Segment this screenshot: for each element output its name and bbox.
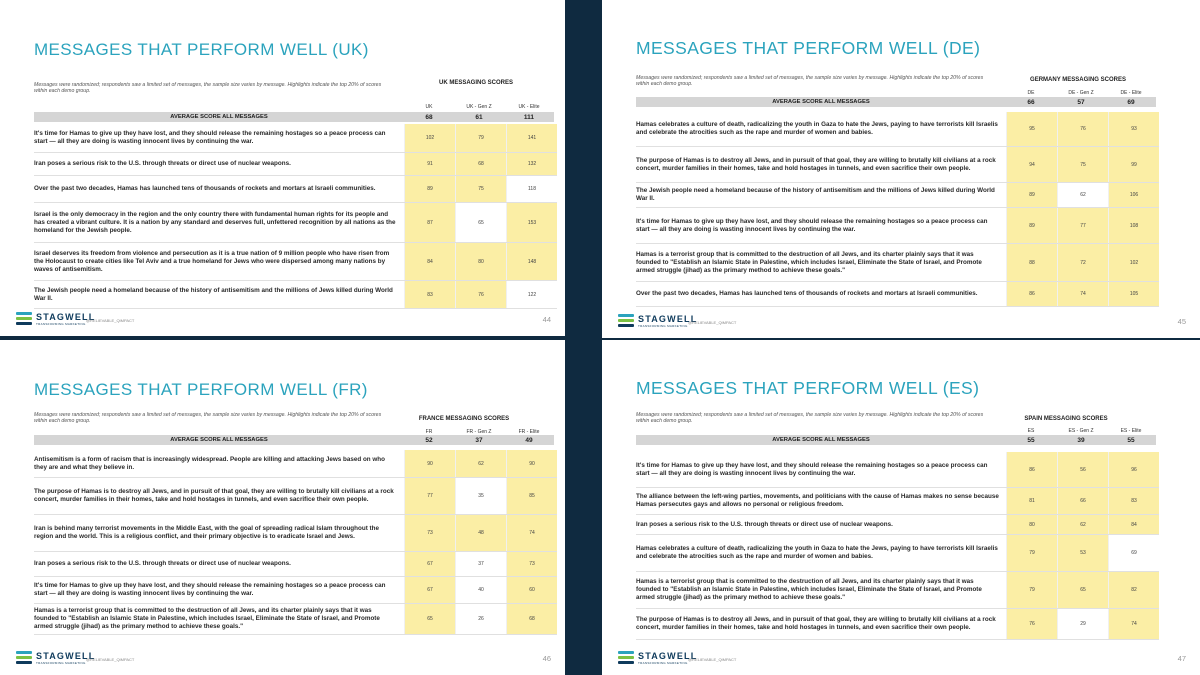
message-table xyxy=(34,450,557,635)
score-cell: 86 xyxy=(1006,452,1057,487)
logo-name: STAGWELL xyxy=(638,651,698,661)
table-row xyxy=(34,478,557,515)
message-text: It's time for Hamas to give up they have lost, and they should release the remaining hostages so a peace process can start — all they are doing is wasting innocent lives by continuing the war. xyxy=(636,217,988,233)
average-value: 57 xyxy=(1077,98,1085,106)
score-cell: 74 xyxy=(506,515,557,551)
average-value: 49 xyxy=(525,436,533,444)
score-cell: 74 xyxy=(1057,282,1108,306)
average-value: 61 xyxy=(475,113,483,121)
average-value: 68 xyxy=(425,113,433,121)
score-cell: 106 xyxy=(1108,183,1159,207)
score-cell: 74 xyxy=(1108,609,1159,639)
score-cell: 102 xyxy=(404,124,455,152)
page-number: 45 xyxy=(1177,317,1186,326)
average-value: 37 xyxy=(475,436,483,444)
average-score-row xyxy=(636,435,1156,445)
score-cell: 60 xyxy=(506,577,557,603)
score-cell: 81 xyxy=(1006,488,1057,514)
table-title: UK MESSAGING SCORES xyxy=(438,80,513,86)
score-cell: 132 xyxy=(506,153,557,175)
score-cell: 68 xyxy=(506,604,557,634)
methodology-note: Messages were randomized; respondents saw a limited set of messages, the sample size varies by message. Highlights indicate the top 20% of scores within each demo group. xyxy=(636,75,984,88)
score-cell: 79 xyxy=(1006,535,1057,571)
table-row xyxy=(34,124,557,153)
message-text: It's time for Hamas to give up they have lost, and they should release the remaining hostages so a peace process can start — all they are doing is wasting innocent lives by continuing the war. xyxy=(34,130,386,145)
table-row xyxy=(636,282,1159,307)
table-row xyxy=(34,604,557,635)
table-title: FRANCE MESSAGING SCORES xyxy=(418,416,510,422)
message-text: Hamas celebrates a culture of death, radicalizing the youth in Gaza to hate the Jews, paying to have terrorists kill Israelis and celebrate the atrocities such as the rape and murder of women and babies. xyxy=(636,545,998,560)
average-value: 55 xyxy=(1027,436,1035,444)
table-row xyxy=(34,243,557,281)
slide-uk xyxy=(0,0,565,336)
table-row xyxy=(34,176,557,203)
score-cell: 89 xyxy=(1006,183,1057,207)
score-cell: 153 xyxy=(506,203,557,242)
score-cell: 77 xyxy=(404,478,455,514)
score-cell: 29 xyxy=(1057,609,1108,639)
table-row xyxy=(636,515,1159,535)
stagwell-logo-icon xyxy=(618,314,634,328)
table-title: SPAIN MESSAGING SCORES xyxy=(1024,416,1108,422)
message-text: Israel deserves its freedom from violence and persecution as it is a true nation of 9 million people who have risen from the Holocaust to create cities like Tel Aviv and a true homeland for Jews who were dispersed among many nations by waves of antisemitism. xyxy=(34,249,390,273)
column-header: DE - Elite xyxy=(1120,90,1142,96)
message-text: The purpose of Hamas is to destroy all Jews, and in pursuit of that goal, they are willing to brutally kill civilians at a rock concert, murder families in their homes, take and hold hostages in tunnels, and even sacrifice their own people. xyxy=(636,156,996,172)
message-text: The alliance between the left-wing parties, movements, and politicians with the cause of Hamas makes no sense because Hamas persecutes gays and allows no personal or religious freedom. xyxy=(636,493,999,508)
column-header: DE - Gen Z xyxy=(1068,90,1094,96)
table-row xyxy=(34,552,557,577)
score-cell: 76 xyxy=(1006,609,1057,639)
column-headers xyxy=(1006,90,1156,96)
average-label: AVERAGE SCORE ALL MESSAGES xyxy=(772,99,870,105)
average-value: 55 xyxy=(1127,436,1135,444)
page-number: 47 xyxy=(1177,654,1186,663)
score-cell: 148 xyxy=(506,243,557,280)
message-text: Antisemitism is a form of racism that is increasingly widespread. People are killing and attacking Jews based on who they are and what they believe in. xyxy=(34,455,385,471)
methodology-note: Messages were randomized; respondents saw a limited set of messages, the sample size varies by message. Highlights indicate the top 20% of scores within each demo group. xyxy=(34,412,382,425)
stagwell-logo xyxy=(16,651,95,665)
score-cell: 84 xyxy=(1108,515,1159,534)
page-number: 44 xyxy=(542,315,551,324)
score-cell: 53 xyxy=(1057,535,1108,571)
score-cell: 35 xyxy=(455,478,506,514)
score-cell: 65 xyxy=(1057,572,1108,608)
average-value: 39 xyxy=(1077,436,1085,444)
score-cell: 90 xyxy=(506,450,557,477)
column-header: ES - Elite xyxy=(1120,428,1142,434)
average-label: AVERAGE SCORE ALL MESSAGES xyxy=(170,114,268,120)
score-cell: 62 xyxy=(1057,183,1108,207)
average-value: 52 xyxy=(425,436,433,444)
score-cell: 108 xyxy=(1108,208,1159,243)
score-cell: 48 xyxy=(455,515,506,551)
score-cell: 89 xyxy=(1006,208,1057,243)
logo-tagline: TRANSFORMING MARKETING xyxy=(638,661,688,665)
average-score-row xyxy=(34,435,554,445)
table-row xyxy=(636,244,1159,282)
table-row xyxy=(636,452,1159,488)
score-cell: 141 xyxy=(506,124,557,152)
score-cell: 68 xyxy=(455,153,506,175)
column-header: UK - Gen Z xyxy=(466,104,492,110)
score-cell: 118 xyxy=(506,176,557,202)
logo-tagline: TRANSFORMING MARKETING xyxy=(36,661,86,665)
column-header: UK - Elite xyxy=(518,104,540,110)
score-cell: 72 xyxy=(1057,244,1108,281)
score-cell: 83 xyxy=(1108,488,1159,514)
message-text: Israel is the only democracy in the region and the only country there with fundamental human rights for its people and has created a vibrant culture. It is a nation by any standard and deserves full, unfettered recognition by all nations as the homeland for the Jewish people. xyxy=(34,210,396,234)
score-cell: 76 xyxy=(455,281,506,308)
stagwell-logo-icon xyxy=(618,651,634,665)
slide-es xyxy=(602,340,1200,675)
table-row xyxy=(34,153,557,176)
column-header: DE xyxy=(1027,90,1035,96)
message-text: It's time for Hamas to give up they have lost, and they should release the remaining hostages so a peace process can start — all they are doing is wasting innocent lives by continuing the war. xyxy=(636,461,988,477)
column-header: ES xyxy=(1027,428,1035,434)
message-text: Hamas is a terrorist group that is committed to the destruction of all Jews, and its charter plainly says that it was founded to "Establish an Islamic State in Palestine, which includes Israel, Eliminate the State of Israel, and Promote armed struggle (jihad) as the primary method to achieve these goals." xyxy=(636,250,982,274)
stagwell-logo xyxy=(618,314,697,328)
table-row xyxy=(636,183,1159,208)
score-cell: 95 xyxy=(1006,112,1057,146)
message-text: Iran poses a serious risk to the U.S. through threats or direct use of nuclear weapons. xyxy=(34,160,291,167)
stagwell-logo xyxy=(618,651,697,665)
message-text: Hamas is a terrorist group that is committed to the destruction of all Jews, and its charter plainly says that it was founded to "Establish an Islamic State in Palestine, which includes Israel, Eliminate the State of Israel, and Promote armed struggle (jihad) as the primary method to achieve these goals." xyxy=(636,578,982,601)
column-header: UK xyxy=(425,104,433,110)
slide-title: MESSAGES THAT PERFORM WELL (DE) xyxy=(636,38,981,58)
logo-tagline: TRANSFORMING MARKETING xyxy=(638,324,688,328)
table-row xyxy=(636,535,1159,572)
table-row xyxy=(34,203,557,243)
score-cell: 77 xyxy=(1057,208,1108,243)
column-headers xyxy=(404,104,554,110)
source-credit: @RELIEVABLE_QIMPACT xyxy=(688,657,737,662)
message-text: Over the past two decades, Hamas has launched tens of thousands of rockets and mortars at Israeli communities. xyxy=(34,185,376,192)
score-cell: 65 xyxy=(455,203,506,242)
score-cell: 80 xyxy=(455,243,506,280)
stagwell-logo-icon xyxy=(16,312,32,326)
table-row xyxy=(636,572,1159,609)
score-cell: 69 xyxy=(1108,535,1159,571)
source-credit: @RELIEVABLE_QIMPACT xyxy=(86,318,135,323)
column-header: FR - Gen Z xyxy=(466,429,492,435)
message-text: It's time for Hamas to give up they have lost, and they should release the remaining hostages so a peace process can start — all they are doing is wasting innocent lives by continuing the war. xyxy=(34,582,386,597)
stagwell-logo xyxy=(16,312,95,326)
average-value: 69 xyxy=(1127,98,1135,106)
score-cell: 26 xyxy=(455,604,506,634)
average-score-row xyxy=(34,112,554,122)
average-value: 66 xyxy=(1027,98,1035,106)
score-cell: 91 xyxy=(404,153,455,175)
slide-fr xyxy=(0,340,565,675)
average-label: AVERAGE SCORE ALL MESSAGES xyxy=(772,437,870,443)
score-cell: 93 xyxy=(1108,112,1159,146)
score-cell: 96 xyxy=(1108,452,1159,487)
methodology-note: Messages were randomized; respondents saw a limited set of messages, the sample size varies by message. Highlights indicate the top 20% of scores within each demo group. xyxy=(34,82,382,95)
message-text: Iran poses a serious risk to the U.S. through threats or direct use of nuclear weapons. xyxy=(636,520,893,528)
message-text: Iran poses a serious risk to the U.S. through threats or direct use of nuclear weapons. xyxy=(34,560,291,567)
score-cell: 84 xyxy=(404,243,455,280)
table-row xyxy=(636,147,1159,183)
score-cell: 88 xyxy=(1006,244,1057,281)
message-text: The Jewish people need a homeland because of the history of antisemitism and the millions of Jews killed during World War II. xyxy=(34,286,393,302)
score-cell: 75 xyxy=(1057,147,1108,182)
score-cell: 66 xyxy=(1057,488,1108,514)
source-credit: @RELIEVABLE_QIMPACT xyxy=(688,320,737,325)
score-cell: 89 xyxy=(404,176,455,202)
message-table xyxy=(636,452,1159,640)
score-cell: 73 xyxy=(404,515,455,551)
score-cell: 79 xyxy=(455,124,506,152)
score-cell: 85 xyxy=(506,478,557,514)
table-row xyxy=(636,609,1159,640)
score-cell: 82 xyxy=(1108,572,1159,608)
message-text: Hamas is a terrorist group that is committed to the destruction of all Jews, and its charter plainly says that it was founded to "Establish an Islamic State in Palestine, which includes Israel, Eliminate the State of Israel, and Promote armed struggle (jihad) as the primary method to achieve these goals." xyxy=(34,607,380,630)
slide-title: MESSAGES THAT PERFORM WELL (FR) xyxy=(34,380,368,399)
table-row xyxy=(34,450,557,478)
message-text: The Jewish people need a homeland because of the history of antisemitism and the millions of Jews killed during World War II. xyxy=(636,187,995,202)
column-header: FR xyxy=(425,429,433,435)
logo-name: STAGWELL xyxy=(36,651,96,661)
message-text: Over the past two decades, Hamas has launched tens of thousands of rockets and mortars at Israeli communities. xyxy=(636,290,978,297)
logo-name: STAGWELL xyxy=(36,312,96,322)
score-cell: 56 xyxy=(1057,452,1108,487)
score-cell: 62 xyxy=(1057,515,1108,534)
stagwell-logo-icon xyxy=(16,651,32,665)
average-value: 111 xyxy=(523,113,535,121)
slide-de xyxy=(602,0,1200,338)
score-cell: 75 xyxy=(455,176,506,202)
page-number: 46 xyxy=(542,654,551,663)
score-cell: 37 xyxy=(455,552,506,576)
slide-title: MESSAGES THAT PERFORM WELL (ES) xyxy=(636,378,980,398)
message-table xyxy=(636,112,1159,307)
table-row xyxy=(34,515,557,552)
message-text: Iran is behind many terrorist movements in the Middle East, with the goal of spreading radical Islam throughout the region and the world. This is a religious conflict, and their primary objective is to eradicate Israel and Jews. xyxy=(34,525,379,540)
table-row xyxy=(34,281,557,309)
table-row xyxy=(636,488,1159,515)
column-headers xyxy=(1006,428,1156,434)
score-cell: 80 xyxy=(1006,515,1057,534)
message-text: The purpose of Hamas is to destroy all Jews, and in pursuit of that goal, they are willing to brutally kill civilians at a rock concert, murder families in their homes, take and hold hostages in tunnels, and even sacrifice their own people. xyxy=(34,488,394,503)
column-header: ES - Gen Z xyxy=(1068,428,1094,434)
table-title: GERMANY MESSAGING SCORES xyxy=(1030,77,1126,83)
message-text: Hamas celebrates a culture of death, radicalizing the youth in Gaza to hate the Jews, paying to have terrorists kill Israelis and celebrate the atrocities such as the rape and murder of women and babies. xyxy=(636,121,998,136)
average-label: AVERAGE SCORE ALL MESSAGES xyxy=(170,437,268,443)
score-cell: 83 xyxy=(404,281,455,308)
message-table xyxy=(34,124,557,309)
score-cell: 99 xyxy=(1108,147,1159,182)
score-cell: 73 xyxy=(506,552,557,576)
score-cell: 90 xyxy=(404,450,455,477)
score-cell: 105 xyxy=(1108,282,1159,306)
score-cell: 94 xyxy=(1006,147,1057,182)
logo-name: STAGWELL xyxy=(638,314,698,324)
score-cell: 65 xyxy=(404,604,455,634)
score-cell: 122 xyxy=(506,281,557,308)
message-text: The purpose of Hamas is to destroy all Jews, and in pursuit of that goal, they are willing to brutally kill civilians at a rock concert, murder families in their homes, take and hold hostages in tunnels, and even sacrifice their own people. xyxy=(636,616,996,631)
score-cell: 67 xyxy=(404,552,455,576)
logo-tagline: TRANSFORMING MARKETING xyxy=(36,322,86,326)
slide-title: MESSAGES THAT PERFORM WELL (UK) xyxy=(34,40,369,59)
column-header: FR - Elite xyxy=(518,429,540,435)
score-cell: 87 xyxy=(404,203,455,242)
score-cell: 76 xyxy=(1057,112,1108,146)
source-credit: @RELIEVABLE_QIMPACT xyxy=(86,657,135,662)
score-cell: 67 xyxy=(404,577,455,603)
methodology-note: Messages were randomized; respondents saw a limited set of messages, the sample size varies by message. Highlights indicate the top 20% of scores within each demo group. xyxy=(636,412,984,425)
score-cell: 79 xyxy=(1006,572,1057,608)
table-row xyxy=(34,577,557,604)
score-cell: 86 xyxy=(1006,282,1057,306)
average-score-row xyxy=(636,97,1156,107)
score-cell: 62 xyxy=(455,450,506,477)
table-row xyxy=(636,208,1159,244)
score-cell: 40 xyxy=(455,577,506,603)
score-cell: 102 xyxy=(1108,244,1159,281)
table-row xyxy=(636,112,1159,147)
